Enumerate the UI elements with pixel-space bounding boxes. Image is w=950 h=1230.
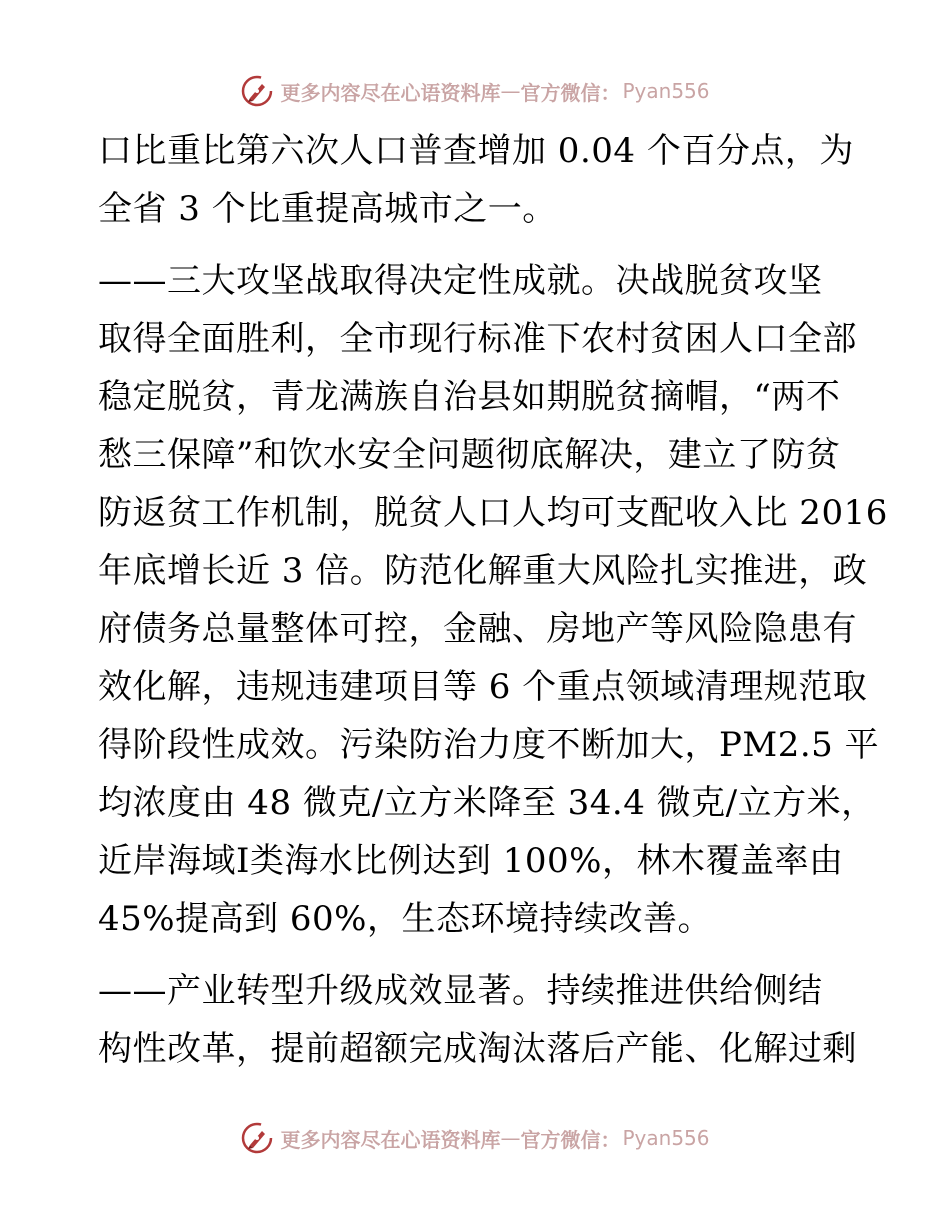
text-line: 效化解，违规违建项目等 6 个重点领域清理规范取 xyxy=(98,667,868,707)
footer-watermark xyxy=(0,1118,950,1158)
watermark-wechat-id: Pyan556 xyxy=(622,1126,710,1150)
text-line: 全省 3 个比重提高城市之一。 xyxy=(98,189,557,229)
watermark-separator: — xyxy=(500,1126,521,1150)
text-line: 愁三保障”和饮水安全问题彻底解决，建立了防贫 xyxy=(98,435,841,475)
text-line: 均浓度由 48 微克/立方米降至 34.4 微克/立方米， xyxy=(98,783,876,823)
paragraph xyxy=(98,252,888,948)
paragraph xyxy=(98,962,888,1078)
text-line: ——三大攻坚战取得决定性成就。决战脱贫攻坚 xyxy=(98,261,823,301)
pen-nib-logo-icon xyxy=(240,74,274,108)
text-line: 近岸海域Ⅰ类海水比例达到 100%，林木覆盖率由 xyxy=(98,841,844,881)
text-line: 府债务总量整体可控，金融、房地产等风险隐患有 xyxy=(98,609,857,649)
text-line: 45%提高到 60%，生态环境持续改善。 xyxy=(98,899,712,939)
text-line: 年底增长近 3 倍。防范化解重大风险扎实推进，政 xyxy=(98,551,868,591)
document-body xyxy=(98,122,888,1078)
text-line: 得阶段性成效。污染防治力度不断加大，PM2.5 平 xyxy=(98,725,880,765)
watermark-separator: — xyxy=(500,79,521,103)
watermark-wechat-id: Pyan556 xyxy=(622,79,710,103)
paragraph xyxy=(98,122,888,238)
pen-nib-logo-icon xyxy=(240,1121,274,1155)
watermark-wechat-label: 官方微信： xyxy=(520,1127,621,1152)
text-line: ——产业转型升级成效显著。持续推进供给侧结 xyxy=(98,971,823,1011)
header-watermark xyxy=(0,71,950,111)
watermark-main-text: 更多内容尽在心语资料库 xyxy=(280,1127,501,1152)
text-line: 构性改革，提前超额完成淘汰落后产能、化解过剩 xyxy=(98,1029,857,1069)
watermark-main-text: 更多内容尽在心语资料库 xyxy=(280,80,501,105)
watermark-wechat-label: 官方微信： xyxy=(520,80,621,105)
text-line: 取得全面胜利，全市现行标准下农村贫困人口全部 xyxy=(98,319,857,359)
text-line: 口比重比第六次人口普查增加 0.04 个百分点，为 xyxy=(98,131,854,171)
text-line: 稳定脱贫，青龙满族自治县如期脱贫摘帽，“两不 xyxy=(98,377,841,417)
text-line: 防返贫工作机制，脱贫人口人均可支配收入比 2016 xyxy=(98,493,888,533)
